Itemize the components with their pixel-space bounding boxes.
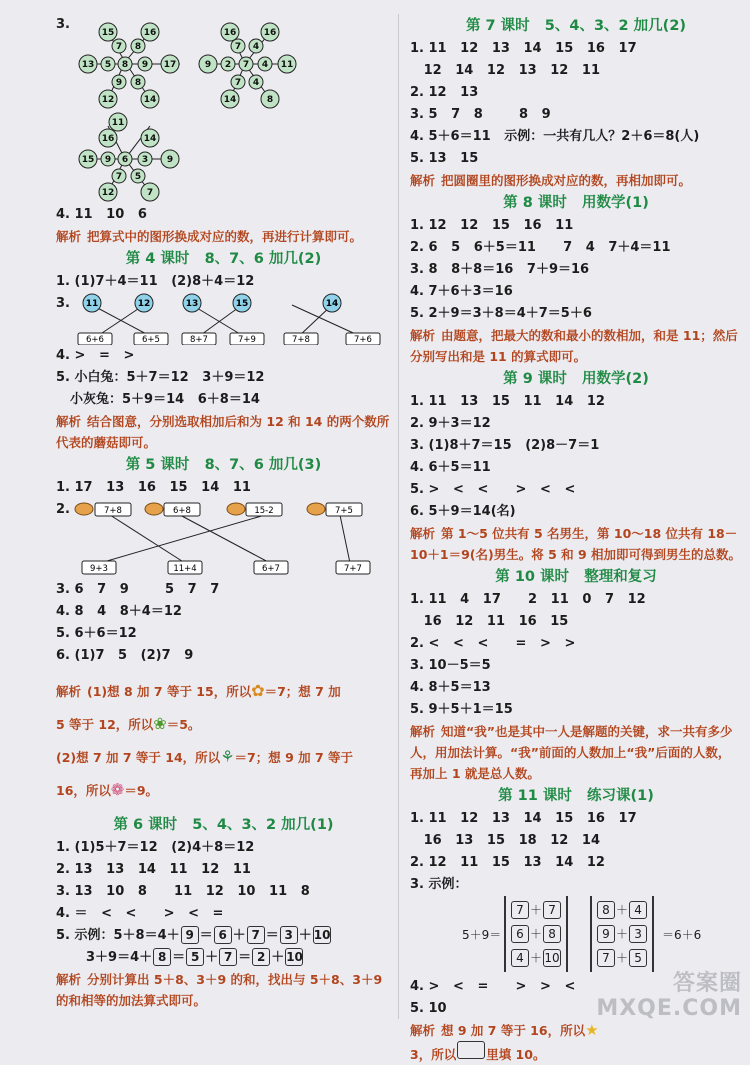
svg-text:12: 12 xyxy=(101,188,115,198)
svg-text:14: 14 xyxy=(223,95,237,105)
star-icon: ★ xyxy=(585,1021,599,1039)
svg-text:9: 9 xyxy=(166,155,174,165)
l6-q5b: 3＋9＝4＋ 8 ＝ 5 ＋ 7 ＝ 2 ＋ 10 xyxy=(86,950,303,965)
svg-text:12: 12 xyxy=(137,299,151,309)
analysis-1: 解析 把算式中的图形换成对应的数，再进行计算即可。 xyxy=(56,229,363,244)
svg-text:11+4: 11+4 xyxy=(173,564,197,574)
l9-q6: 6. 5＋9＝14(名) xyxy=(410,504,516,519)
analysis-3: 解析 (1)想 8 加 7 等于 15，所以✿＝7；想 7 加 5 等于 12，所以❀＝5。 (2)想 7 加 7 等于 14，所以⚘＝7；想 9 加 7 等于 16，所以❁＝9。 xyxy=(56,681,354,799)
svg-text:17: 17 xyxy=(163,60,177,70)
flower-icon: ✿ xyxy=(251,681,265,700)
l11-right-expr: ＝6＋6 xyxy=(662,928,702,942)
svg-text:16: 16 xyxy=(143,28,157,38)
flower-a-num: 15 xyxy=(101,28,115,38)
svg-text:15: 15 xyxy=(81,155,95,165)
svg-text:6+5: 6+5 xyxy=(142,335,160,345)
svg-text:6: 6 xyxy=(121,155,129,165)
q4-answer: 4. 11 10 6 xyxy=(56,207,147,222)
l5-q3: 3. 6 7 9 5 7 7 xyxy=(56,582,220,597)
svg-text:15: 15 xyxy=(235,299,249,309)
analysis-8: 解析 知道“我”也是其中一人是解题的关键，求一共有多少人，用加法计算。“我”前面的人数加上“我”后面的人数，再加上 1 就是总人数。 xyxy=(410,724,733,781)
svg-text:3: 3 xyxy=(141,155,149,165)
l7-q1a: 1. 11 12 13 14 15 16 17 xyxy=(410,41,637,56)
svg-text:14: 14 xyxy=(143,134,157,144)
leaf-flower-icon: ❀ xyxy=(153,714,167,733)
l11-q3-label: 3. 示例： xyxy=(410,877,468,892)
svg-text:7: 7 xyxy=(115,42,123,52)
column-divider xyxy=(398,14,399,1019)
l5-q5: 5. 6＋6＝12 xyxy=(56,626,137,641)
left-column xyxy=(56,14,391,1011)
svg-text:7+6: 7+6 xyxy=(354,335,372,345)
l7-q2: 2. 12 13 xyxy=(410,85,479,100)
lesson-4-title: 第 4 课时 8、7、6 加几(2) xyxy=(125,251,322,267)
l4-q5b: 小灰兔：5＋9＝14 6＋8＝14 xyxy=(70,392,260,407)
svg-text:7: 7 xyxy=(234,42,242,52)
lesson-9-title: 第 9 课时 用数学(2) xyxy=(503,371,649,387)
svg-text:6+6: 6+6 xyxy=(86,335,104,345)
l9-q1: 1. 11 13 15 11 14 12 xyxy=(410,394,605,409)
svg-text:9+3: 9+3 xyxy=(90,564,108,574)
analysis-4: 解析 分别计算出 5＋8、3＋9 的和，找出与 5＋8、3＋9 的和相等的加法算式即可。 xyxy=(56,972,383,1008)
svg-text:7+7: 7+7 xyxy=(344,564,362,574)
lesson-6-title: 第 6 课时 5、4、3、2 加几(1) xyxy=(113,817,334,833)
rose-icon: ❁ xyxy=(110,780,125,799)
l11-group-a: 7 ＋ 7 6 ＋ 8 4 ＋ 10 xyxy=(504,896,568,972)
l6-q3: 3. 13 10 8 11 12 10 11 8 xyxy=(56,884,310,899)
svg-text:9: 9 xyxy=(141,60,149,70)
svg-text:7+5: 7+5 xyxy=(335,506,353,516)
lesson-5-title: 第 5 课时 8、7、6 加几(3) xyxy=(125,457,322,473)
svg-text:12: 12 xyxy=(101,95,115,105)
svg-text:7: 7 xyxy=(234,78,242,88)
watermark: MXQE.COM xyxy=(596,996,742,1021)
l11-q1a: 1. 11 12 13 14 15 16 17 xyxy=(410,811,637,826)
q3-label: 3. xyxy=(56,17,70,32)
svg-text:15-2: 15-2 xyxy=(254,506,274,516)
l9-q4: 4. 6＋5＝11 xyxy=(410,460,491,475)
l11-q3-diagram xyxy=(410,896,742,976)
svg-text:14: 14 xyxy=(143,95,157,105)
lesson-11-title: 第 11 课时 练习课(1) xyxy=(498,788,654,804)
svg-text:7+8: 7+8 xyxy=(104,506,122,516)
svg-text:11: 11 xyxy=(280,60,294,70)
svg-text:4: 4 xyxy=(252,42,260,52)
svg-text:8: 8 xyxy=(134,42,142,52)
tulip-icon: ⚘ xyxy=(220,747,235,766)
l8-q4: 4. 7＋6＋3＝16 xyxy=(410,284,513,299)
svg-text:6+7: 6+7 xyxy=(262,564,280,574)
watermark-top: 答案圈 xyxy=(672,971,742,996)
l4-q1: 1. (1)7＋4＝11 (2)8＋4＝12 xyxy=(56,274,255,289)
l10-q1a: 1. 11 4 17 2 11 0 7 12 xyxy=(410,592,646,607)
l5-q4: 4. 8 4 8＋4＝12 xyxy=(56,604,182,619)
analysis-6: 解析 由题意，把最大的数和最小的数相加，和是 11；然后分别写出和是 11 的算式即可。 xyxy=(410,328,738,364)
svg-text:7: 7 xyxy=(146,188,154,198)
l10-q2: 2. < < < = > > xyxy=(410,636,576,651)
l8-q2: 2. 6 5 6＋5＝11 7 4 7＋4＝11 xyxy=(410,240,671,255)
svg-text:13: 13 xyxy=(81,60,95,70)
l4-q3-matching: 3. 11 12 13 15 14 6+6 6+5 8+7 7+9 7+8 7+6 xyxy=(56,293,391,345)
analysis-7: 解析 第 1～5 位共有 5 名男生，第 10～18 位共有 18－10＋1＝9(名)男生。将 5 和 9 相加即可得到男生的总数。 xyxy=(410,526,742,562)
svg-text:8: 8 xyxy=(266,95,274,105)
svg-text:16: 16 xyxy=(223,28,237,38)
l6-q1: 1. (1)5＋7＝12 (2)4＋8＝12 xyxy=(56,840,255,855)
flower-svg xyxy=(70,14,370,206)
svg-text:9: 9 xyxy=(104,155,112,165)
svg-text:7: 7 xyxy=(242,60,250,70)
svg-text:5: 5 xyxy=(104,60,112,70)
l6-q2: 2. 13 13 14 11 12 11 xyxy=(56,862,251,877)
l10-q3: 3. 10－5＝5 xyxy=(410,658,491,673)
l8-q3: 3. 8 8＋8＝16 7＋9＝16 xyxy=(410,262,590,277)
l6-q4: 4. ＝ < < > < = xyxy=(56,906,224,921)
l8-q1: 1. 12 12 15 16 11 xyxy=(410,218,574,233)
l7-q5: 5. 13 15 xyxy=(410,151,479,166)
svg-text:7+9: 7+9 xyxy=(238,335,256,345)
lesson-7-title: 第 7 课时 5、4、3、2 加几(2) xyxy=(465,18,687,34)
analysis-2: 解析 结合图意，分别选取相加后和为 12 和 14 的两个数所代表的蘑菇即可。 xyxy=(56,414,390,450)
l11-q4: 4. > < = > > < xyxy=(410,979,576,994)
lesson-8-title: 第 8 课时 用数学(1) xyxy=(503,195,649,211)
l7-q1b: 12 14 12 13 12 11 xyxy=(410,63,601,78)
flower-diagrams xyxy=(56,14,391,204)
svg-text:5: 5 xyxy=(134,172,142,182)
l10-q5: 5. 9＋5＋1＝15 xyxy=(410,702,513,717)
l9-q3: 3. (1)8＋7＝15 (2)8－7＝1 xyxy=(410,438,600,453)
l4-q5a: 5. 小白兔：5＋7＝12 3＋9＝12 xyxy=(56,370,265,385)
l8-q5: 5. 2＋9＝3＋8＝4＋7＝5＋6 xyxy=(410,306,592,321)
l11-q2: 2. 12 11 15 13 14 12 xyxy=(410,855,605,870)
right-column xyxy=(410,14,742,1065)
l7-q3: 3. 5 7 8 8 9 xyxy=(410,107,551,122)
svg-text:8: 8 xyxy=(121,60,129,70)
l11-q1b: 16 13 15 18 12 14 xyxy=(410,833,601,848)
svg-text:13: 13 xyxy=(185,299,199,309)
l11-q5: 5. 10 xyxy=(410,1001,447,1016)
l9-q2: 2. 9＋3＝12 xyxy=(410,416,491,431)
l6-q5a: 5. 示例：5＋8＝4＋ 9 ＝ 6 ＋ 7 ＝ 3 ＋ 10 xyxy=(56,928,331,943)
svg-text:7+8: 7+8 xyxy=(292,335,310,345)
svg-text:14: 14 xyxy=(325,299,339,309)
svg-text:8+7: 8+7 xyxy=(190,335,208,345)
l4-matching-svg xyxy=(70,293,390,345)
l4-q4: 4. > = > xyxy=(56,348,135,363)
footer-band xyxy=(56,1018,746,1032)
l11-group-b: 8 ＋ 4 9 ＋ 3 7 ＋ 5 xyxy=(590,896,654,972)
analysis-9: 解析 想 9 加 7 等于 16，所以★ 3，所以 里填 10。 xyxy=(410,1021,599,1062)
l5-matching-svg xyxy=(70,499,390,579)
analysis-5: 解析 把圆圈里的图形换成对应的数，再相加即可。 xyxy=(410,173,692,188)
l9-q5: 5. > < < > < < xyxy=(410,482,576,497)
svg-text:6+8: 6+8 xyxy=(173,506,191,516)
svg-text:16: 16 xyxy=(101,134,115,144)
blank-box xyxy=(457,1041,485,1059)
l5-q2-matching: 2. 7+8 6+8 15-2 7+5 9+3 11+4 6+7 7+7 xyxy=(56,499,391,579)
l10-q4: 4. 8＋5＝13 xyxy=(410,680,491,695)
svg-text:2: 2 xyxy=(224,60,232,70)
l11-left-expr: 5＋9＝ xyxy=(462,928,502,942)
l5-q1: 1. 17 13 16 15 14 11 xyxy=(56,480,251,495)
svg-text:11: 11 xyxy=(111,118,125,128)
svg-text:4: 4 xyxy=(261,60,269,70)
svg-text:11: 11 xyxy=(85,299,99,309)
svg-text:7: 7 xyxy=(115,172,123,182)
l7-q4: 4. 5＋6＝11 示例：一共有几人？2＋6＝8(人) xyxy=(410,129,700,144)
svg-text:4: 4 xyxy=(252,78,260,88)
svg-text:16: 16 xyxy=(263,28,277,38)
lesson-10-title: 第 10 课时 整理和复习 xyxy=(495,569,657,585)
svg-text:9: 9 xyxy=(204,60,212,70)
l5-q6: 6. (1)7 5 (2)7 9 xyxy=(56,648,194,663)
l10-q1b: 16 12 11 16 15 xyxy=(410,614,569,629)
svg-text:9: 9 xyxy=(115,78,123,88)
svg-text:8: 8 xyxy=(134,78,142,88)
